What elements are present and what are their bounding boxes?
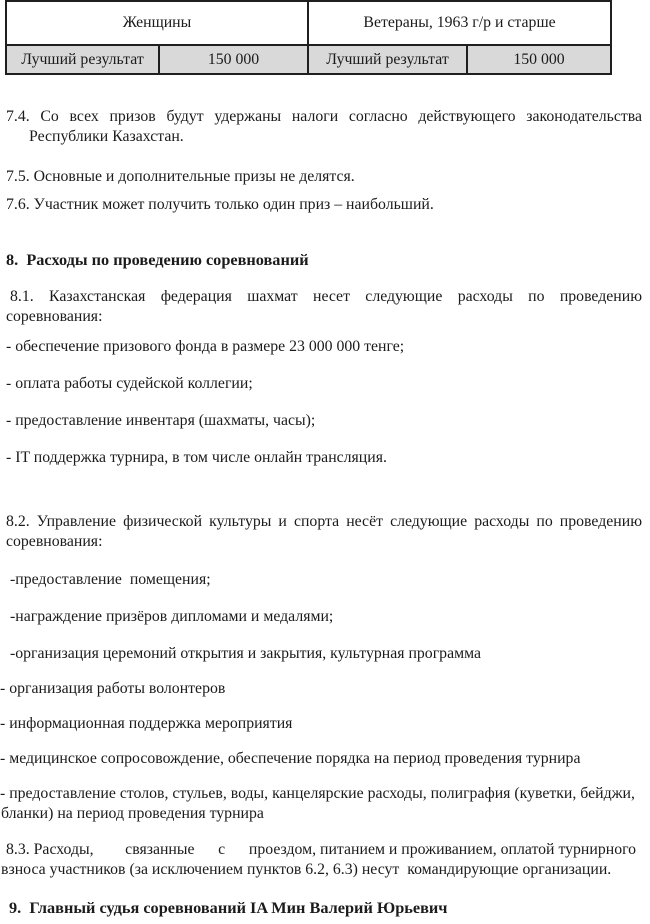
clause-8-1 [6,287,642,327]
list-item [0,784,642,824]
clause-8-3-line-1: 8.3. Расходы, связанные с проездом, питанием и проживанием, оплатой турнирного [6,841,637,858]
cell-best-result-veterans: Лучший результат [308,45,467,74]
list-item: - предоставление инвентаря (шахматы, часы); [6,412,316,429]
clause-8-1-line-2: соревнования: [6,308,103,325]
table-header-women: Женщины [6,1,308,45]
section-8-heading: 8. Расходы по проведению соревнований [6,250,309,269]
list-item: -организация церемоний открытия и закрытия, культурная программа [10,645,481,662]
list-item-line-2: бланки) на период проведения турнира [1,805,264,822]
list-item: -предоставление помещения; [10,571,211,588]
prizes-table-value-row [6,45,611,74]
list-item: - оплата работы судейской коллегии; [6,375,253,392]
clause-7-5: 7.5. Основные и дополнительные призы не делятся. [6,168,355,185]
clause-7-4-line-1: 7.4. Со всех призов будут удержаны налоги согласно действующего законодательства [6,108,642,125]
federation-expenses-list [6,337,642,468]
section-9-heading: 9. Главный судья соревнований IA Мин Валерий Юрьевич [9,898,448,917]
clause-7-4 [6,107,642,147]
table-header-veterans: Ветераны, 1963 г/р и старше [308,1,611,45]
cell-best-result-women: Лучший результат [6,45,159,74]
cell-prize-women: 150 000 [159,45,308,74]
clause-7-4-line-2: Республики Казахстан. [29,128,184,145]
additional-expenses-list [0,679,642,824]
list-item: -награждение призёров дипломами и медалями; [10,608,334,625]
clause-8-2-line-2: соревнования: [6,533,103,550]
prizes-table-header-row [6,1,611,45]
list-item: - обеспечение призового фонда в размере 23 000 000 тенге; [6,338,405,355]
list-item: - IT поддержка турнира, в том числе онлайн трансляция. [6,449,387,466]
clause-8-3-line-2: взноса участников (за исключением пунктов 6.2, 6.3) несут командирующие организации. [1,861,612,878]
prizes-table [5,0,612,75]
list-item: - организация работы волонтеров [0,680,226,697]
clause-7-6: 7.6. Участник может получить только один приз – наибольший. [6,196,434,213]
list-item: - информационная поддержка мероприятия [0,715,293,732]
list-item-line-1: - предоставление столов, стульев, воды, канцелярские расходы, полиграфия (куветки, бейджи, [0,785,635,802]
cell-prize-veterans: 150 000 [467,45,611,74]
department-expenses-list [6,570,642,664]
clause-8-3 [1,840,642,880]
clause-8-1-line-1: 8.1. Казахстанская федерация шахмат несет следующие расходы по проведению [10,288,642,305]
list-item: - медицинское сопросовождение, обеспечение порядка на период проведения турнира [0,750,581,767]
clause-8-2-line-1: 8.2. Управление физической культуры и спорта несёт следующие расходы по проведению [6,513,642,530]
clause-8-2 [6,512,642,552]
